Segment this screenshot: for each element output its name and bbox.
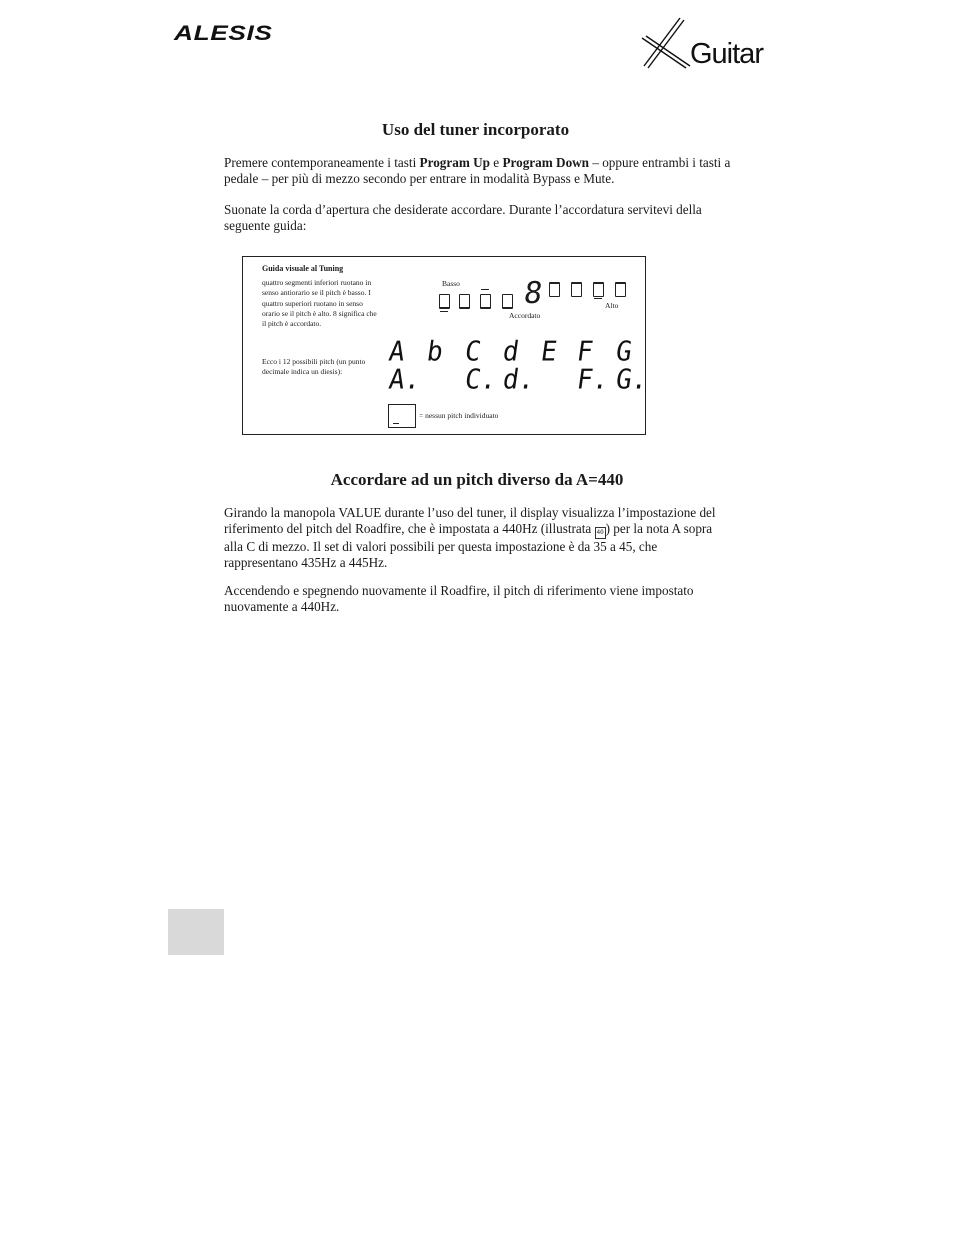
xguitar-logo [640,16,770,72]
segment-display-flat-3 [480,294,491,309]
guide-title: Guida visuale al Tuning [262,264,344,273]
paragraph-enter-tuner: Premere contemporaneamente i tasti Program Up e Program Down – oppure entrambi i tasti a pedale – per più di mezzo secondo per entrare in modalità Bypass e Mute. [224,155,731,186]
segment-display-sharp-1 [549,282,560,297]
no-pitch-label: = nessun pitch individuato [419,411,499,420]
segment-display-sharp-4 [615,282,626,297]
paragraph-value-knob: Girando la manopola VALUE durante l’uso del tuner, il display visualizza l’impostazione del riferimento del pitch del Roadfire, che è impostata a 440Hz (illustrata 40 ) per la nota A sopra alla C di mezzo. Il set di valori possibili per questa impostazione è da 35 a 45, che rappresentano 435Hz a 445Hz. [224,505,716,570]
segment-display-tuned: 8 [521,276,545,311]
segment-display-flat-2 [459,294,470,309]
note-g-sharp: G. [613,364,650,396]
note-a-sharp: A. [386,364,423,396]
segment-underline [440,311,448,312]
section-heading-tuner: Uso del tuner incorporato [381,120,570,139]
segment-display-sharp-3 [593,282,604,297]
label-basso: Basso [442,279,460,288]
guide-description: quattro segmenti inferiori ruotano in senso antiorario se il pitch è basso. I quattro superiori ruotano in senso orario se il pitch è alto. 8 significa che il pitch è accordato. [262,278,377,329]
segment-display-sharp-2 [571,282,582,297]
note-g: G [613,336,634,368]
note-c-sharp: C. [462,364,499,396]
section-heading-pitch-reference: Accordare ad un pitch diverso da A=440 [330,470,624,489]
note-b: b [424,336,445,368]
segment-overline [481,289,489,290]
segment-display-flat-4 [502,294,513,309]
note-f-sharp: F. [574,364,611,396]
paragraph-play-string: Suonate la corda d’apertura che desiderate accordare. Durante l’accordatura servitevi della seguente guida: [224,202,702,233]
note-c: C [462,336,483,368]
paragraph-reset-pitch: Accendendo e spegnendo nuovamente il Roadfire, il pitch di riferimento viene impostato nuovamente a 440Hz. [224,583,694,614]
display-40-icon: 40 [595,527,606,539]
page-side-tab [168,909,224,955]
segment-underline [594,298,602,299]
guide-pitch-note: Ecco i 12 possibili pitch (un punto decimale indica un diesis): [262,357,366,377]
guitar-wordmark: Guitar [690,38,763,70]
label-accordato: Accordato [509,311,541,320]
alesis-logo: ALESIS [174,22,273,45]
note-d: d [500,336,521,368]
empty-display-icon [388,404,416,428]
note-f: F [574,336,595,368]
note-a: A [386,336,407,368]
note-e: E [538,336,559,368]
label-alto: Alto [605,301,619,310]
note-d-sharp: d. [500,364,537,396]
tuning-guide-figure [242,256,650,435]
segment-display-flat-1 [439,294,450,309]
